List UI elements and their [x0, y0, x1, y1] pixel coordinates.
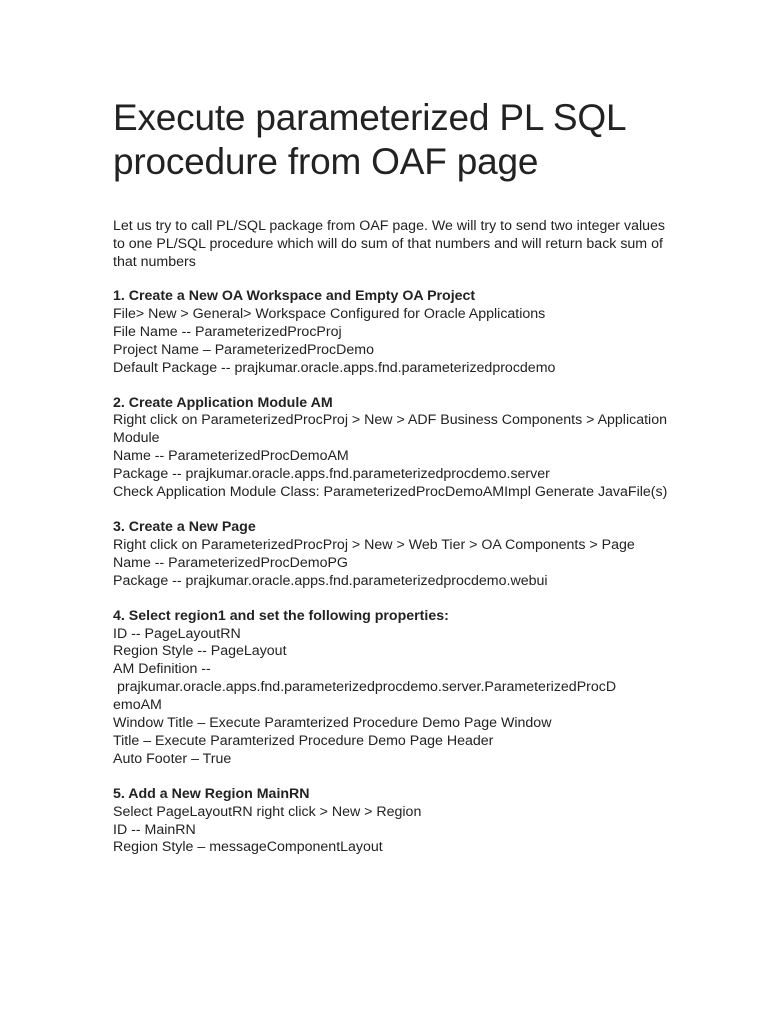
section-line: Name -- ParameterizedProcDemoAM — [113, 448, 349, 465]
section-line: Project Name – ParameterizedProcDemo — [113, 341, 374, 358]
section-line: Package -- prajkumar.oracle.apps.fnd.parameterizedprocdemo.webui — [113, 572, 548, 589]
section-line: prajkumar.oracle.apps.fnd.parameterizedprocdemo.server.ParameterizedProcD — [113, 679, 617, 696]
section-line: Window Title – Execute Paramterized Procedure Demo Page Window — [113, 715, 552, 732]
section-line: Select PageLayoutRN right click > New > Region — [113, 803, 422, 820]
section-4 — [113, 608, 673, 769]
section-line: AM Definition -- — [113, 661, 211, 678]
section-heading: 3. Create a New Page — [113, 518, 256, 535]
section-heading: 4. Select region1 and set the following properties: — [113, 607, 449, 624]
section-line: Region Style – messageComponentLayout — [113, 839, 383, 856]
section-3 — [113, 519, 673, 591]
section-line: ID -- MainRN — [113, 821, 196, 838]
section-line: emoAM — [113, 697, 162, 714]
section-2 — [113, 395, 673, 502]
document-page — [113, 96, 673, 874]
section-line: ID -- PageLayoutRN — [113, 625, 241, 642]
section-1 — [113, 288, 673, 378]
section-5 — [113, 786, 673, 858]
section-line: File Name -- ParameterizedProcProj — [113, 323, 342, 340]
section-line: Package -- prajkumar.oracle.apps.fnd.parameterizedprocdemo.server — [113, 466, 550, 483]
section-line: Auto Footer – True — [113, 750, 232, 767]
section-heading: 2. Create Application Module AM — [113, 394, 333, 411]
section-heading: 1. Create a New OA Workspace and Empty OA Project — [113, 288, 476, 304]
section-line: File> New > General> Workspace Configured for Oracle Applications — [113, 305, 546, 322]
section-line: Title – Execute Paramterized Procedure Demo Page Header — [113, 732, 494, 749]
intro-paragraph: Let us try to call PL/SQL package from OAF page. We will try to send two integer values to one PL/SQL procedure which will do sum of that numbers and will return back sum of that numbers — [113, 218, 665, 270]
section-line: Default Package -- prajkumar.oracle.apps.fnd.parameterizedprocdemo — [113, 359, 556, 376]
section-line: Check Application Module Class: ParameterizedProcDemoAMImpl Generate JavaFile(s) — [113, 484, 668, 501]
section-line: Right click on ParameterizedProcProj > New > ADF Business Components > Application Module — [113, 412, 671, 447]
section-heading: 5. Add a New Region MainRN — [113, 785, 310, 802]
section-line: Region Style -- PageLayout — [113, 643, 287, 660]
document-title: Execute parameterized PL SQL procedure from OAF page — [113, 97, 625, 182]
section-line: Right click on ParameterizedProcProj > New > Web Tier > OA Components > Page — [113, 536, 635, 553]
section-line: Name -- ParameterizedProcDemoPG — [113, 554, 348, 571]
